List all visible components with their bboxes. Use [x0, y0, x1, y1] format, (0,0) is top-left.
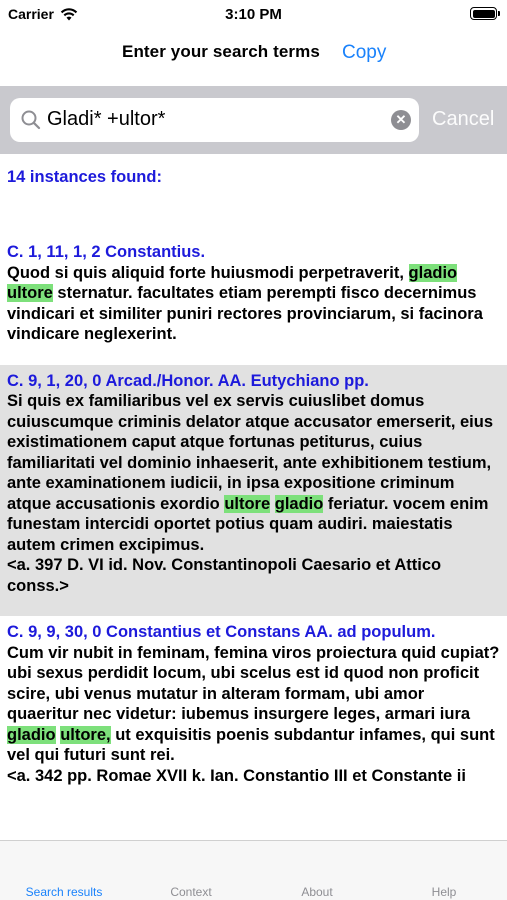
tab-help[interactable]: Help: [431, 885, 457, 899]
result-text-segment: Si quis ex familiaribus vel ex servis cuiuslibet domus cuiuscumque criminis delator atque accusator emerserit, eius existimationem caput atque fortunas petiturus, cuius familiaritati vel dominio inhaeserit, ante exhibitionem testium, ante examinationem iudicii, in ipsa expositione criminum atque accusationis exordio: [7, 392, 494, 513]
match-highlight: gladio: [274, 494, 324, 513]
result-text: [7, 643, 500, 787]
result-text-segment: feriatur. vocem enim funestam intercidi oportet potius quam audiri. maiestatis autem crimen excipimus.: [7, 494, 489, 554]
carrier-label: Carrier: [8, 6, 54, 22]
clear-icon[interactable]: ✕: [391, 110, 411, 130]
result-text-segment: <a. 397 D. VI id. Nov. Constantinopoli Caesario et Attico conss.>: [7, 556, 442, 595]
results-count: 14 instances found:: [7, 168, 162, 186]
result-reference: C. 9, 9, 30, 0 Constantius et Constans AA. ad populum.: [7, 623, 436, 641]
search-query-text[interactable]: Gladi* +ultor*: [47, 108, 166, 130]
result-text-segment: Quod si quis aliquid forte huiusmodi perpetraverit,: [7, 263, 409, 282]
search-bar: [0, 86, 507, 154]
result-text-segment: sternatur. facultates etiam perempti fisco decernimus vindicari et similiter puniri rectores provinciarum, si facinora vindicare neglexerint.: [7, 284, 483, 343]
result-item[interactable]: [0, 616, 507, 806]
copy-button[interactable]: Copy: [342, 42, 387, 63]
result-text-segment: ut exquisitis poenis subdantur infames, qui sunt vel qui futuri sunt rei.: [7, 725, 495, 764]
tab-context[interactable]: Context: [170, 885, 212, 899]
match-highlight: gladio: [7, 725, 56, 744]
search-icon: [20, 109, 42, 131]
tab-about[interactable]: About: [301, 885, 333, 899]
tab-search-results[interactable]: Search results: [25, 885, 103, 899]
match-highlight: ultore,: [60, 725, 111, 744]
result-item[interactable]: [0, 365, 507, 617]
results-container: [0, 236, 507, 806]
tab-bar: [0, 840, 507, 900]
search-input[interactable]: [10, 98, 419, 142]
status-bar: [0, 0, 507, 28]
result-text: [7, 391, 500, 596]
match-highlight: ultore: [224, 494, 271, 513]
result-reference: C. 9, 1, 20, 0 Arcad./Honor. AA. Eutychiano pp.: [7, 371, 369, 390]
result-item[interactable]: [0, 236, 507, 365]
match-highlight: gladio: [408, 263, 458, 282]
page-title: Enter your search terms: [122, 42, 320, 61]
result-text-segment: <a. 342 pp. Romae XVII k. Ian. Constantio III et Constante ii: [7, 766, 466, 785]
navigation-bar: [0, 28, 507, 86]
results-list[interactable]: [0, 154, 507, 840]
cancel-button[interactable]: Cancel: [432, 108, 495, 130]
battery-icon: [470, 7, 497, 20]
result-reference: C. 1, 11, 1, 2 Constantius.: [7, 243, 206, 261]
result-text: [7, 263, 500, 345]
result-text-segment: Cum vir nubit in feminam, femina viros proiectura quid cupiat? ubi sexus perdidit locum, ubi scelus est id quod non proficit scire, ubi venus mutatur in alteram formam, ubi amor quaeritur nec videtur: iubemus insurgere leges, armari iura: [7, 643, 500, 723]
status-time: 3:10 PM: [225, 6, 282, 23]
match-highlight: ultore: [7, 284, 53, 302]
